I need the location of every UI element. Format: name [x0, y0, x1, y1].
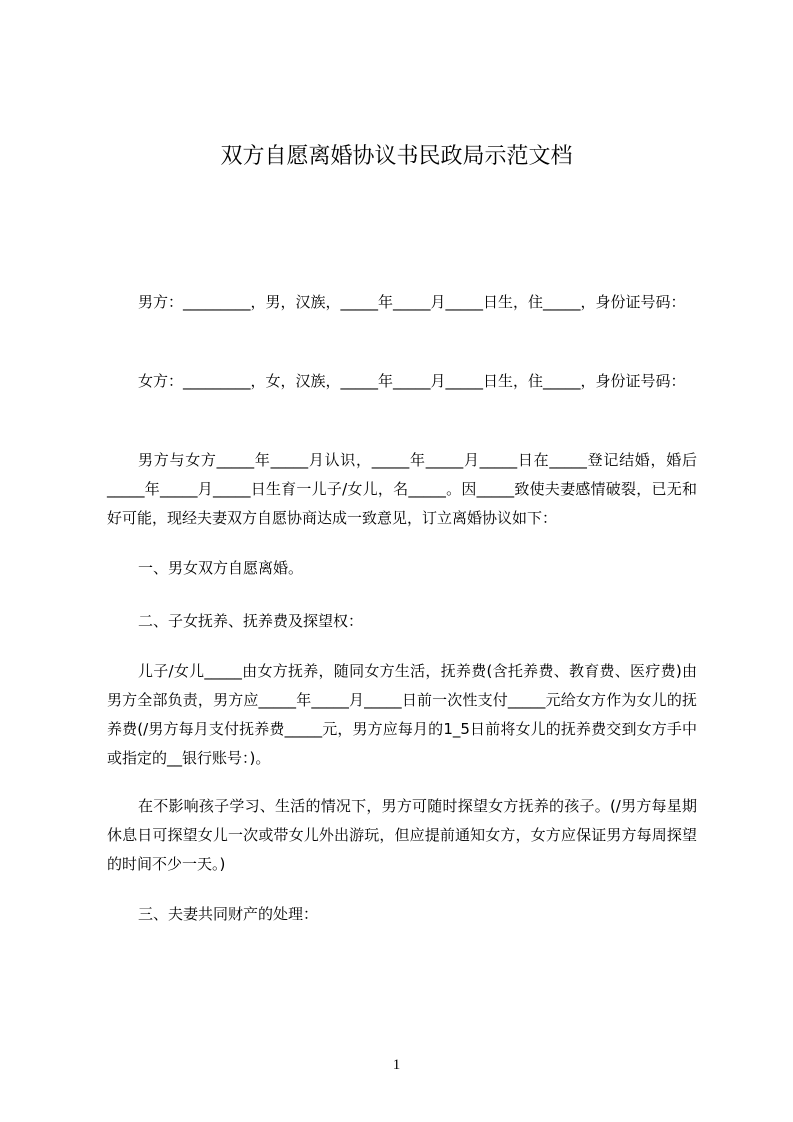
clause-1-divorce: 一、男女双方自愿离婚。: [138, 559, 304, 577]
paragraph-female-party: 女方：_________，女，汉族，_____年_____月_____日生，住_____，身份证号码：: [138, 372, 686, 390]
clause-2-heading: 二、子女抚养、抚养费及探望权：: [138, 612, 364, 630]
document-title: 双方自愿离婚协议书民政局示范文档: [220, 144, 573, 169]
paragraph-male-party: 男方：_________，男，汉族，_____年_____月_____日生，住_____，身份证号码：: [138, 293, 686, 311]
paragraph-visitation: 在不影响孩子学习、生活的情况下，男方可随时探望女方抚养的孩子。(/男方每星期休息日可探望女儿一次或带女儿外出游玩，但应提前通知女方，女方应保证男方每周探望的时间不少一天。): [107, 797, 697, 873]
paragraph-marriage-background: 男方与女方_____年_____月认识，_____年_____月_____日在_____登记结婚，婚后_____年_____月_____日生育一儿子/女儿，名_____。因_____致使夫妻感情破裂，已无和好可能，现经夫妻双方自愿协商达成一致意见，订立离婚协议如下：: [107, 451, 697, 527]
page-number: 1: [392, 1057, 401, 1073]
clause-3-heading: 三、夫妻共同财产的处理：: [138, 905, 319, 923]
paragraph-child-support: 儿子/女儿_____由女方抚养，随同女方生活，抚养费(含托养费、教育费、医疗费)由男方全部负责，男方应_____年_____月_____日前一次性支付_____元给女方作为女儿的抚养费(/男方每月支付抚养费_____元，男方应每月的1_5日前将女儿的抚养费交到女方手中或指定的__银行账号：)。: [107, 662, 697, 767]
